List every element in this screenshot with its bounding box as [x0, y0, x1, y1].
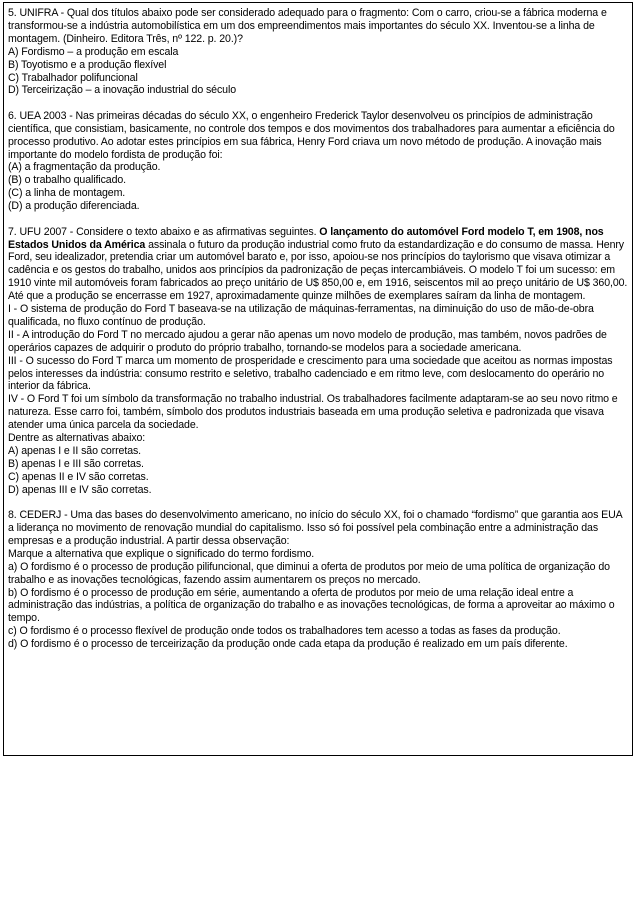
question-7	[8, 226, 628, 497]
question-8	[8, 509, 628, 651]
question-6-option-c: (C) a linha de montagem.	[8, 187, 126, 200]
question-8-stem: 8. CEDERJ - Uma das bases do desenvolvimento americano, no início do século XX, foi o chamado “fordismo” que garantia aos EUA a liderança no movimento de renovação mundial do capitalismo. Isso só foi possível pela combinação entre a administração das empresas e a produção industrial. A partir dessa observação:	[8, 509, 623, 547]
question-5-option-c: C) Trabalhador polifuncional	[8, 71, 138, 84]
question-7-option-d: D) apenas III e IV são corretas.	[8, 483, 152, 496]
question-7-bold-text: O lançamento do automóvel Ford modelo T, em 1908, nos Estados Unidos da América	[8, 225, 604, 251]
question-7-prompt: Dentre as alternativas abaixo:	[8, 432, 146, 445]
questions-box	[3, 2, 633, 756]
question-5	[8, 7, 628, 97]
question-7-statement-i: I - O sistema de produção do Ford T baseava-se na utilização de máquinas-ferramentas, na diminuição do uso de mão-de-obra qualificada, no fluxo contínuo de produção.	[8, 303, 594, 328]
question-6-option-b: (B) o trabalho qualificado.	[8, 174, 127, 187]
question-7-intro: 7. UFU 2007 - Considere o texto abaixo e as afirmativas seguintes.	[8, 225, 320, 238]
question-7-option-b: B) apenas I e III são corretas.	[8, 457, 144, 470]
question-7-text	[8, 226, 628, 303]
question-7-option-a: A) apenas I e II são corretas.	[8, 445, 142, 457]
question-8-prompt: Marque a alternativa que explique o significado do termo fordismo.	[8, 547, 315, 560]
question-6-option-a: (A) a fragmentação da produção.	[8, 161, 161, 174]
question-5-stem: 5. UNIFRA - Qual dos títulos abaixo pode ser considerado adequado para o fragmento: Com o carro, criou-se a fábrica moderna e transformou-se a indústria automobilística em um dos empreendimentos mais importantes do século XX. Inventou-se a linha de montagem. (Dinheiro. Editora Três, nº 122. p. 20.)?	[8, 7, 607, 45]
question-7-statement-iv: IV - O Ford T foi um símbolo da transformação no trabalho industrial. Os trabalhadores facilmente adaptaram-se ao seu novo ritmo e natureza. Esse carro foi, também, símbolo dos produtos industriais baseada em uma produção seletiva e padronizada que visava atender uma única parcela da sociedade.	[8, 393, 618, 432]
question-8-option-c: c) O fordismo é o processo flexível de produção onde todos os trabalhadores tem acesso a todas as fases da produção.	[8, 625, 561, 638]
question-8-option-b: b) O fordismo é o processo de produção em série, aumentando a oferta de produtos por meio de uma relação ideal entre a administração das indústrias, a política de organização do trabalho e as inovações tecnológicas, de forma a aproveitar ao máximo o tempo.	[8, 586, 615, 625]
question-8-option-d: d) O fordismo é o processo de terceirização da produção onde cada etapa da produção é realizado em um país diferente.	[8, 638, 568, 651]
question-7-option-c: C) apenas II e IV são corretas.	[8, 470, 149, 483]
question-6-stem: 6. UEA 2003 - Nas primeiras décadas do século XX, o engenheiro Frederick Taylor desenvolveu os princípios de administração científica, que consistiam, basicamente, no controle dos tempos e dos movimentos dos trabalhadores para aumentar a eficiência do processo produtivo. Ao adotar estes princípios em sua fábrica, Henry Ford criava um novo método de produção. A inovação mais importante do modelo fordista de produção foi:	[8, 109, 615, 161]
question-5-option-a: A) Fordismo – a produção em escala	[8, 45, 179, 58]
question-7-statement-iii: III - O sucesso do Ford T marca um momento de prosperidade e crescimento para uma sociedade que aceitou as normas impostas pelos interesses da indústria: consumo restrito e seletivo, trabalho cadenciado e em ritmo leve, com deslocamento do operário no interior da fábrica.	[8, 354, 613, 393]
question-6	[8, 110, 628, 213]
question-5-option-b: B) Toyotismo e a produção flexível	[8, 58, 167, 71]
question-6-option-d: (D) a produção diferenciada.	[8, 200, 140, 213]
question-5-option-d: D) Terceirização – a inovação industrial do século	[8, 84, 236, 97]
question-7-statement-ii: II - A introdução do Ford T no mercado ajudou a gerar não apenas um novo modelo de produção, mas também, novos padrões de operários capazes de adquirir o produto do próprio trabalho, tornando-se modelos para a sociedade americana.	[8, 328, 607, 354]
question-8-option-a: a) O fordismo é o processo de produção pilifuncional, que diminui a oferta de produtos por meio de uma política de organização do trabalho e as inovações tecnológicas, fazendo assim aumentarem os preços no mercado.	[8, 560, 610, 586]
question-7-rest: assinala o futuro da produção industrial como fruto da estandardização e do consumo de massa. Henry Ford, seu idealizador, pretendia criar um automóvel barato e, por isso, apoiou-se nos princípios do taylorismo que visava otimizar a cadência e os gestos do trabalho, unidos aos princípios da padronização de peças intercambiáveis. O modelo T foi um sucesso: em 1910 vinte mil automóveis foram fabricados ao preço unitário de U$ 850,00 e, em 1916, seiscentos mil ao preço unitário de U$ 360,00. Até que a produção se encerrasse em 1927, aproximadamente quinze milhões de exemplares saíram da linha de montagem.	[8, 238, 628, 303]
